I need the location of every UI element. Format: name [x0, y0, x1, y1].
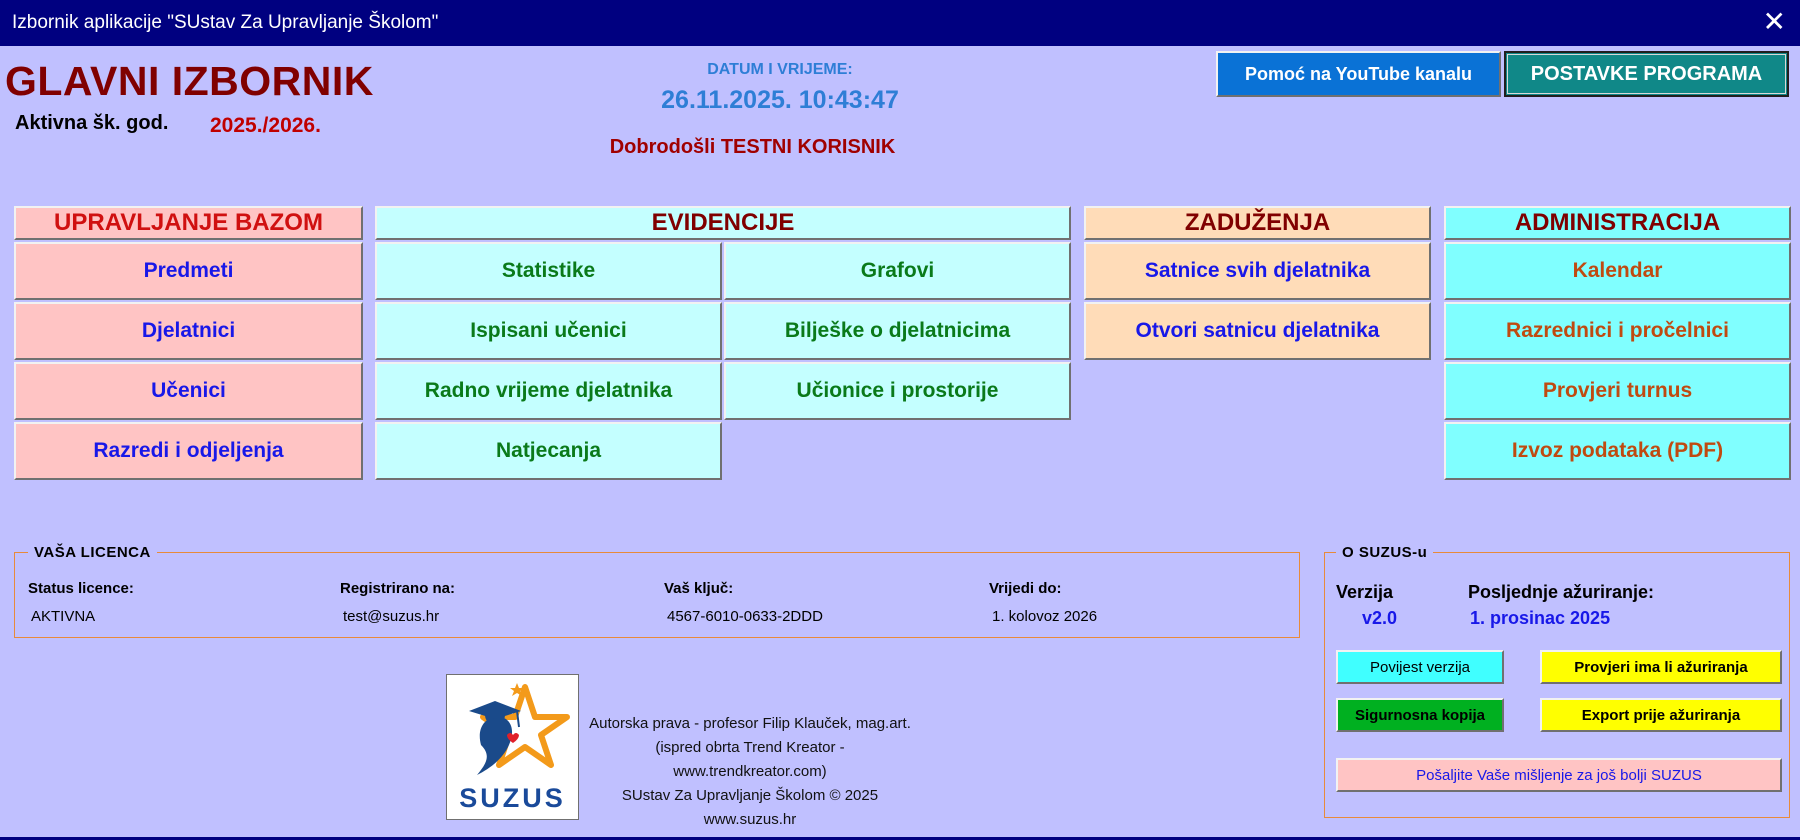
active-year-label: Aktivna šk. god. [15, 112, 169, 134]
youtube-help-button[interactable]: Pomoć na YouTube kanalu [1216, 51, 1501, 97]
working-hours-button[interactable]: Radno vrijeme djelatnika [375, 362, 722, 420]
students-button[interactable]: Učenici [14, 362, 363, 420]
classrooms-button[interactable]: Učionice i prostorije [724, 362, 1071, 420]
license-status-value: AKTIVNA [31, 608, 96, 625]
section-header-database: UPRAVLJANJE BAZOM [14, 206, 363, 240]
last-update-label: Posljednje ažuriranje: [1468, 582, 1655, 602]
classes-button[interactable]: Razredi i odjeljenja [14, 422, 363, 480]
employees-button[interactable]: Djelatnici [14, 302, 363, 360]
registered-value: test@suzus.hr [343, 608, 440, 625]
welcome-message: Dobrodošli TESTNI KORISNIK [609, 136, 896, 158]
credits-line-company: (ispred obrta Trend Kreator - www.trendkreator.com) [655, 739, 845, 780]
license-panel [14, 552, 1300, 638]
valid-until-value: 1. kolovoz 2026 [992, 608, 1098, 625]
datetime-value: 26.11.2025. 10:43:47 [661, 86, 899, 114]
withdrawn-students-button[interactable]: Ispisani učenici [375, 302, 722, 360]
version-history-button[interactable]: Povijest verzija [1336, 650, 1504, 684]
window-title: Izbornik aplikacije "SUstav Za Upravljanje Školom" [12, 12, 439, 33]
program-settings-button[interactable]: POSTAVKE PROGRAMA [1504, 51, 1789, 97]
credits-line-copyright: SUstav Za Upravljanje Školom © 2025 [621, 787, 879, 804]
export-before-update-button[interactable]: Export prije ažuriranja [1540, 698, 1782, 732]
license-status-label: Status licence: [28, 580, 134, 597]
all-schedules-button[interactable]: Satnice svih djelatnika [1084, 242, 1431, 300]
about-legend: O SUZUS-u [1336, 544, 1433, 561]
last-update-value: 1. prosinac 2025 [1470, 608, 1611, 628]
page-title: GLAVNI IZBORNIK [5, 58, 374, 104]
valid-until-label: Vrijedi do: [989, 580, 1062, 597]
datetime-label: DATUM I VRIJEME: [707, 61, 853, 78]
subjects-button[interactable]: Predmeti [14, 242, 363, 300]
version-value: v2.0 [1362, 608, 1398, 628]
credits-block [580, 712, 920, 832]
title-bar [0, 0, 1800, 46]
logo-text: SUZUS [459, 783, 566, 813]
charts-button[interactable]: Grafovi [724, 242, 1071, 300]
class-teachers-button[interactable]: Razrednici i pročelnici [1444, 302, 1791, 360]
suzus-logo [446, 674, 579, 820]
credits-line-author: Autorska prava - profesor Filip Klauček, mag.art. [589, 715, 911, 732]
registered-label: Registrirano na: [340, 580, 456, 597]
open-schedule-button[interactable]: Otvori satnicu djelatnika [1084, 302, 1431, 360]
check-updates-button[interactable]: Provjeri ima li ažuriranja [1540, 650, 1782, 684]
section-header-admin: ADMINISTRACIJA [1444, 206, 1791, 240]
employee-notes-button[interactable]: Bilješke o djelatnicima [724, 302, 1071, 360]
competitions-button[interactable]: Natjecanja [375, 422, 722, 480]
statistics-button[interactable]: Statistike [375, 242, 722, 300]
check-shift-button[interactable]: Provjeri turnus [1444, 362, 1791, 420]
active-year-value: 2025./2026. [210, 114, 321, 137]
version-label: Verzija [1336, 582, 1394, 602]
section-header-records: EVIDENCIJE [375, 206, 1071, 240]
calendar-button[interactable]: Kalendar [1444, 242, 1791, 300]
credits-line-website: www.suzus.hr [703, 811, 797, 828]
license-key-label: Vaš ključ: [664, 580, 734, 597]
license-legend: VAŠA LICENCA [28, 544, 157, 561]
license-key-value: 4567-6010-0633-2DDD [667, 608, 823, 625]
backup-button[interactable]: Sigurnosna kopija [1336, 698, 1504, 732]
send-feedback-button[interactable]: Pošaljite Vaše mišljenje za još bolji SUZUS [1336, 758, 1782, 792]
export-pdf-button[interactable]: Izvoz podataka (PDF) [1444, 422, 1791, 480]
close-icon[interactable]: ✕ [1762, 6, 1786, 37]
logo-graphic-icon [447, 675, 578, 783]
section-header-assignments: ZADUŽENJA [1084, 206, 1431, 240]
